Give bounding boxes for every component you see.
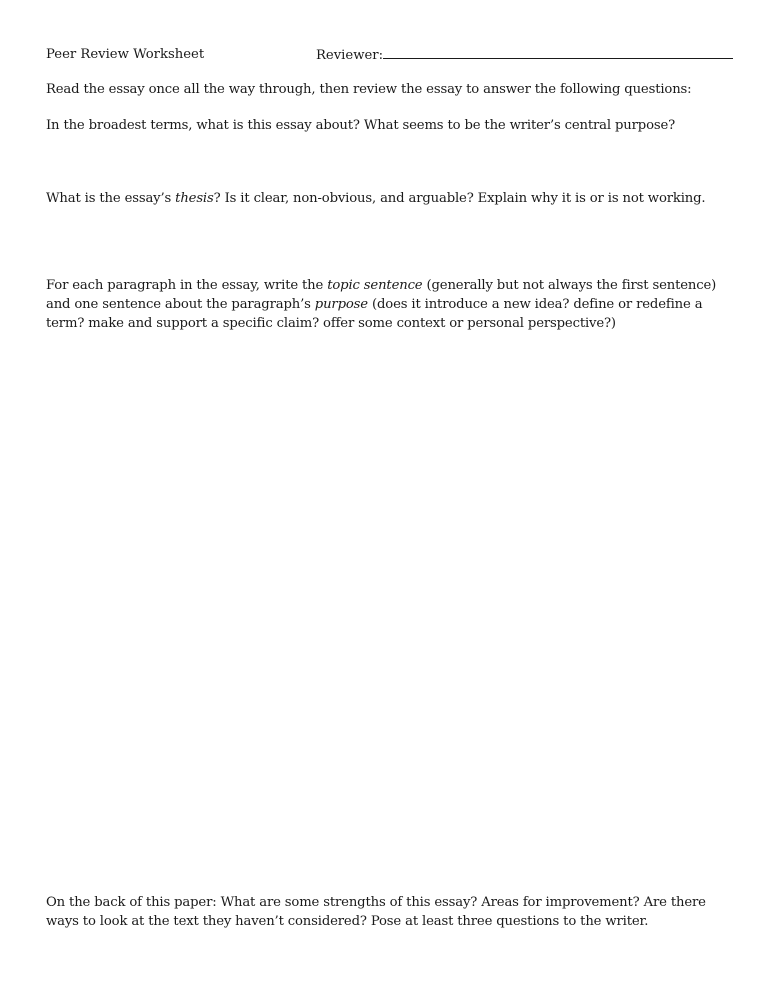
question-strengths: On the back of this paper: What are some strengths of this essay? Areas for improvement? Are there ways to look at the text they haven’t considered? Pose at least three questions to the writer. [46, 895, 706, 929]
question-topic-text-1: For each paragraph in the essay, write the [46, 278, 328, 293]
question-topic-text-3: (does it introduce a new idea? define or redefine a term? make and support a specific claim? offer some context or personal perspective?) [46, 297, 703, 331]
question-thesis-italic: thesis [175, 191, 214, 206]
question-thesis-text-1: What is the essay’s [46, 191, 176, 206]
question-central-purpose: In the broadest terms, what is this essay about? What seems to be the writer’s central purpose? [46, 118, 676, 133]
reviewer-field [316, 45, 733, 65]
question-thesis-text-2: ? Is it clear, non-obvious, and arguable? Explain why it is or is not working. [213, 191, 706, 206]
reviewer-label: Reviewer: [316, 48, 384, 63]
reviewer-blank-line [383, 45, 733, 59]
question-topic-text-2: (generally but not always the first sentence) and one sentence about the paragraph’s [46, 278, 717, 312]
question-topic-italic-2: purpose [314, 297, 368, 312]
question-thesis [46, 189, 736, 208]
worksheet-title: Peer Review Worksheet [46, 47, 205, 62]
question-topic-sentences [46, 276, 736, 333]
question-topic-italic-1: topic sentence [327, 278, 423, 293]
instructions-text: Read the essay once all the way through, then review the essay to answer the following questions: [46, 82, 692, 97]
